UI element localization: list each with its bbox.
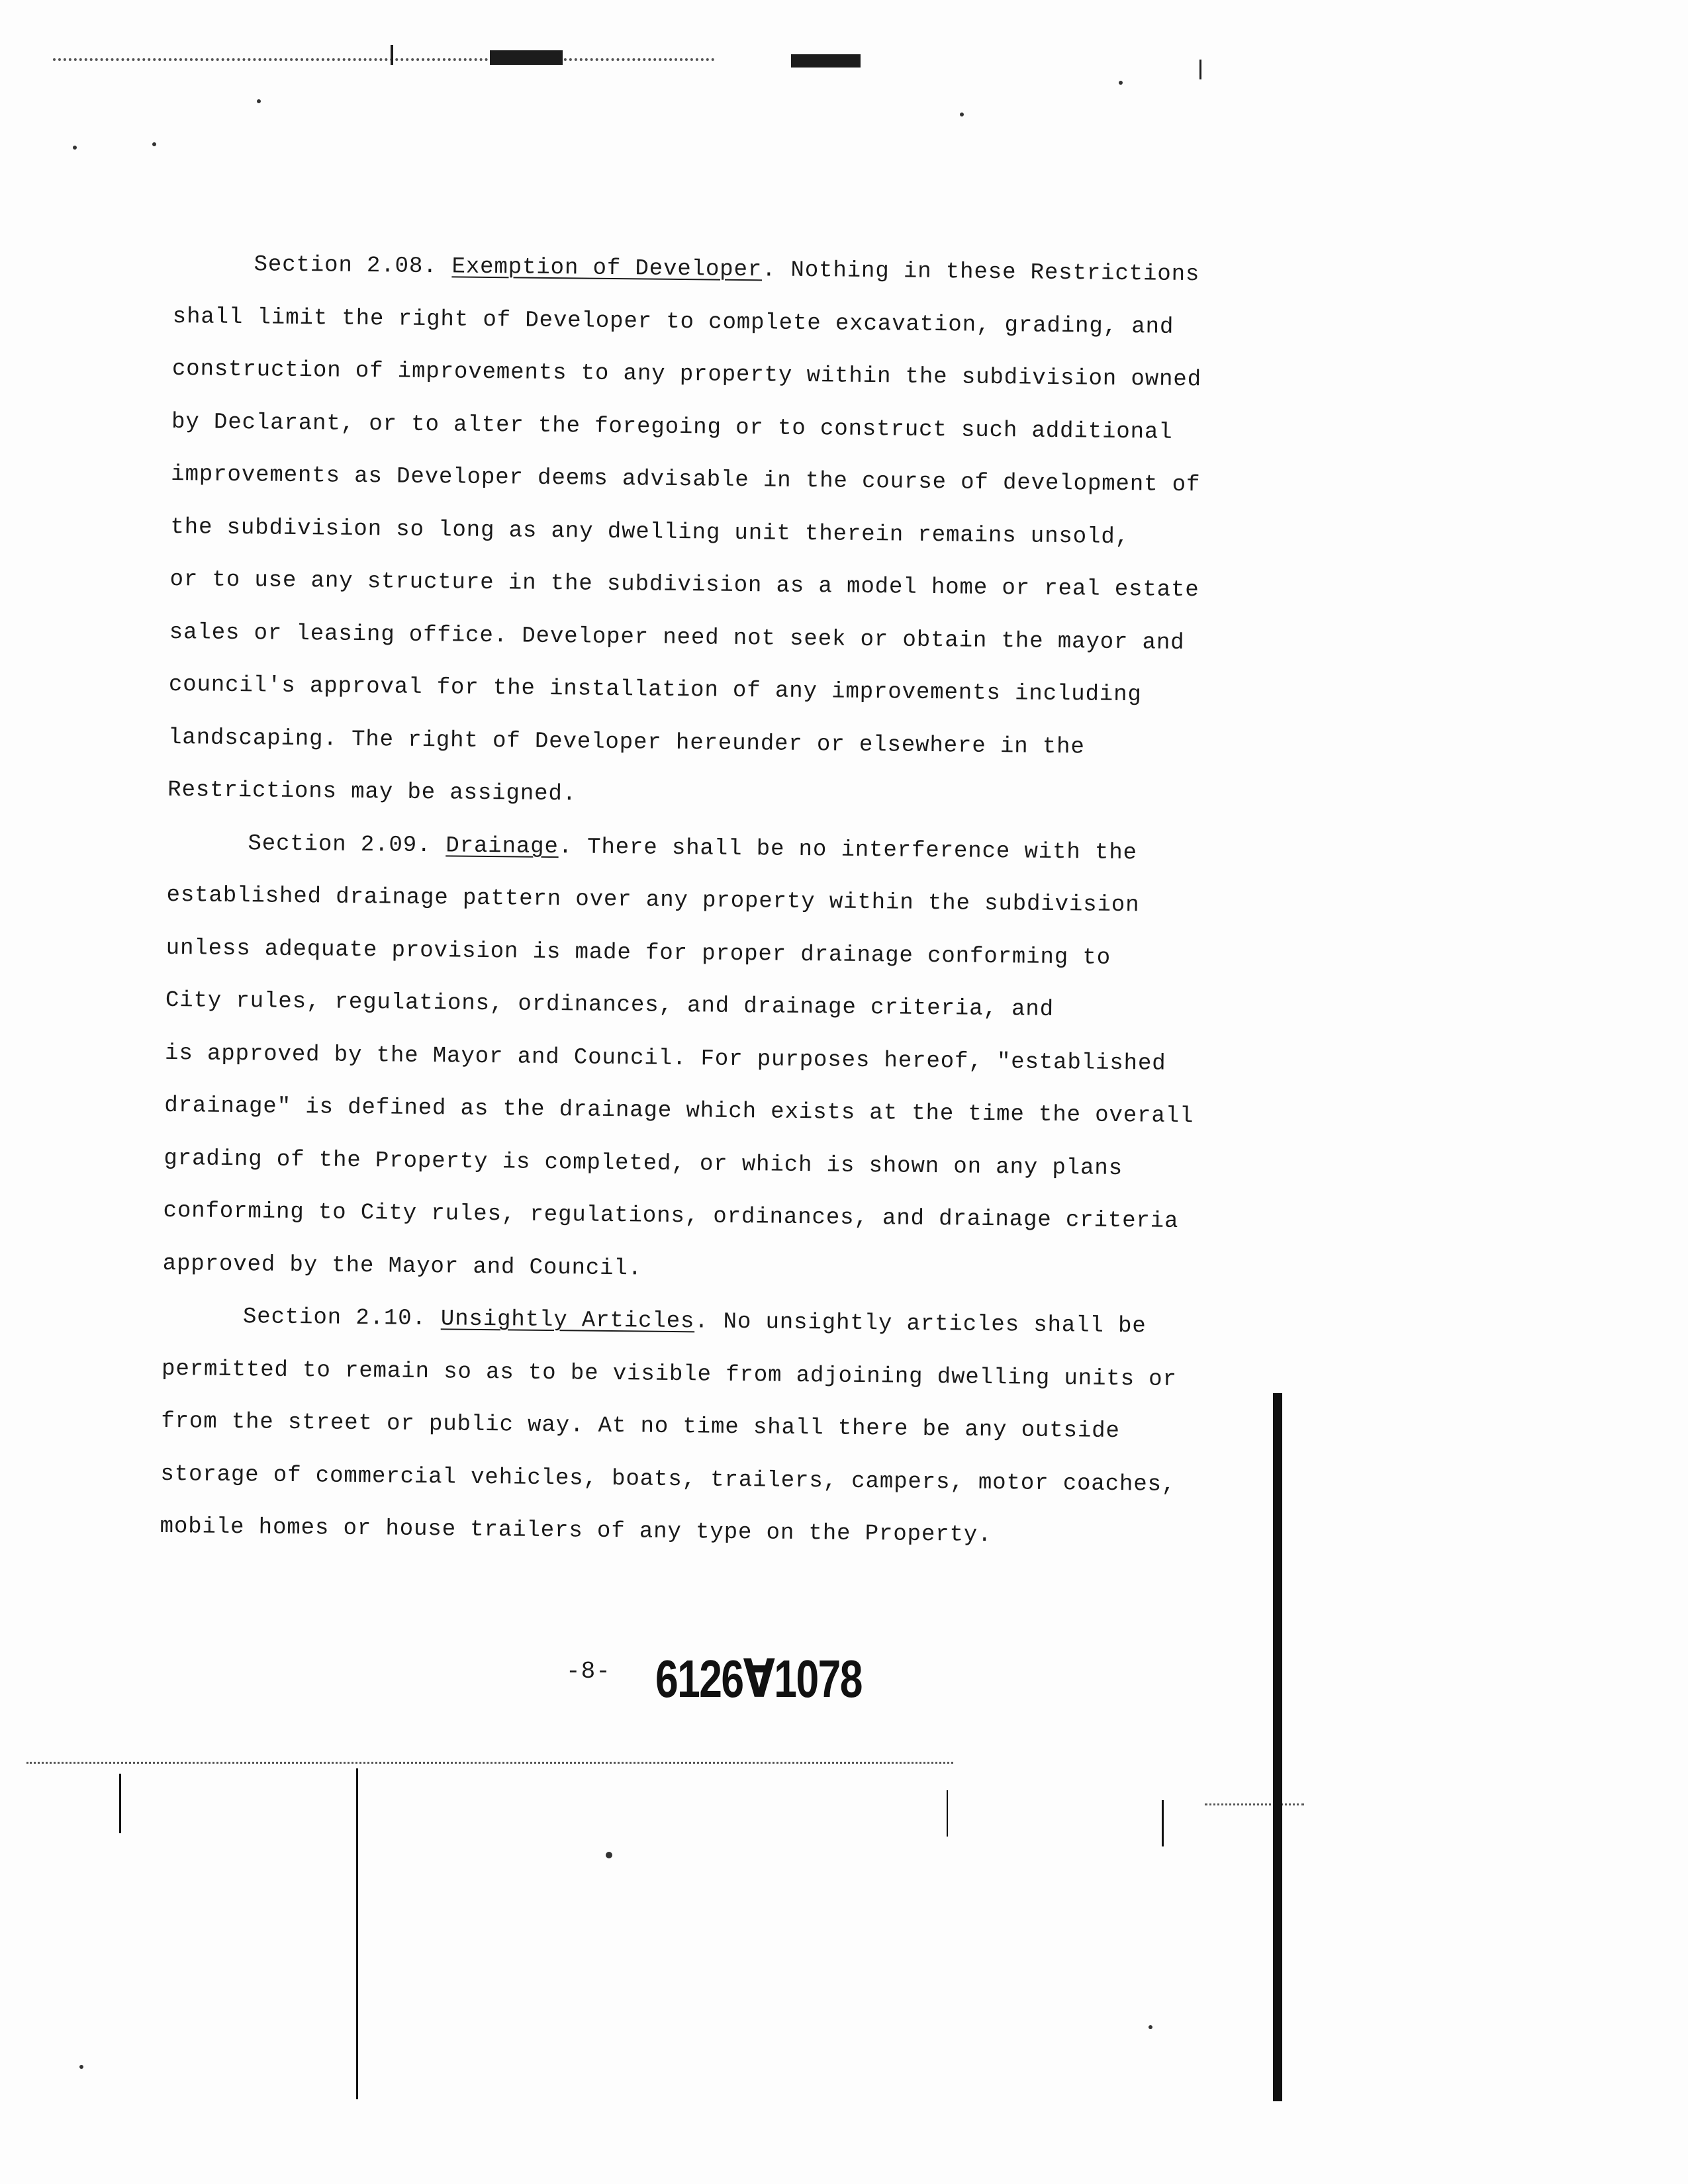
text-line: improvements as Developer deems advisable in the course of development of	[171, 461, 1201, 498]
text-line: shall limit the right of Developer to complete excavation, grading, and	[172, 304, 1174, 340]
text-line: is approved by the Mayor and Council. For purposes hereof, "established	[164, 1040, 1166, 1077]
section-number: Section 2.10.	[242, 1304, 427, 1332]
text-line: No unsightly articles shall be	[723, 1309, 1147, 1340]
document-body	[160, 238, 1202, 1565]
text-line: mobile homes or house trailers of any type on the Property.	[160, 1514, 992, 1549]
text-line: unless adequate provision is made for proper drainage conforming to	[165, 935, 1111, 971]
text-line: or to use any structure in the subdivision as a model home or real estate	[169, 567, 1199, 604]
text-line: There shall be no interference with the	[586, 835, 1138, 866]
heading-suffix: .	[558, 834, 573, 860]
text-line: conforming to City rules, regulations, ordinances, and drainage criteria	[163, 1198, 1179, 1234]
scan-artifact-bottom-rule	[26, 1762, 953, 1766]
recording-stamp: 6126∀1078	[655, 1649, 862, 1708]
text-line: construction of improvements to any property within the subdivision owned	[171, 356, 1202, 393]
scan-artifact-vertical-bar	[1273, 1393, 1282, 2101]
scan-artifact-mark	[391, 45, 393, 65]
text-line: storage of commercial vehicles, boats, trailers, campers, motor coaches,	[160, 1461, 1176, 1498]
heading-suffix: .	[694, 1309, 709, 1335]
section-heading: Exemption of Developer	[451, 254, 763, 283]
text-line: established drainage pattern over any property within the subdivision	[166, 882, 1140, 919]
scan-artifact-top	[53, 58, 715, 64]
text-line: Restrictions may be assigned.	[167, 777, 577, 807]
scan-speck	[152, 142, 156, 146]
scan-speck	[257, 99, 261, 103]
section-2-09	[162, 817, 1194, 1301]
section-first-line	[173, 238, 1200, 302]
text-line: approved by the Mayor and Council.	[162, 1251, 643, 1281]
text-line: Nothing in these Restrictions	[790, 257, 1200, 288]
text-line: the subdivision so long as any dwelling unit therein remains unsold,	[170, 514, 1130, 550]
text-line: grading of the Property is completed, or which is shown on any plans	[164, 1146, 1123, 1181]
text-line: by Declarant, or to alter the foregoing or to construct such additional	[171, 409, 1173, 445]
text-line: City rules, regulations, ordinances, and drainage criteria, and	[165, 987, 1055, 1023]
scan-artifact-block	[791, 54, 861, 68]
scan-speck	[960, 113, 964, 116]
scan-speck	[1149, 2025, 1152, 2029]
section-heading: Unsightly Articles	[440, 1306, 695, 1335]
heading-suffix: .	[761, 257, 776, 283]
section-first-line	[162, 1291, 1182, 1354]
text-line: permitted to remain so as to be visible from adjoining dwelling units or	[161, 1356, 1178, 1392]
scan-artifact-vertical-line	[356, 1768, 358, 2099]
section-2-08	[167, 238, 1202, 828]
scan-artifact-block	[490, 50, 563, 65]
text-line: drainage" is defined as the drainage which exists at the time the overall	[164, 1093, 1194, 1130]
text-line: sales or leasing office. Developer need not seek or obtain the mayor and	[169, 619, 1185, 656]
page-number: -8-	[566, 1658, 611, 1685]
section-number: Section 2.08.	[254, 252, 438, 280]
text-line: council's approval for the installation of any improvements including	[168, 672, 1142, 708]
scan-artifact-vertical-line	[119, 1774, 121, 1833]
text-line: landscaping. The right of Developer hereunder or elsewhere in the	[167, 725, 1085, 760]
scan-speck	[79, 2065, 83, 2069]
scan-speck	[1119, 81, 1123, 85]
scan-artifact-bottom-rule	[1205, 1803, 1304, 1808]
scan-artifact-vertical-line	[1162, 1800, 1164, 1846]
scan-artifact-vertical-line	[947, 1790, 948, 1837]
scan-speck	[73, 146, 77, 150]
scan-artifact-mark	[1199, 60, 1201, 79]
scan-speck	[606, 1852, 612, 1858]
section-number: Section 2.09.	[248, 831, 432, 858]
section-2-10	[160, 1291, 1182, 1565]
section-heading: Drainage	[445, 833, 559, 860]
text-line: from the street or public way. At no time shall there be any outside	[161, 1408, 1121, 1445]
